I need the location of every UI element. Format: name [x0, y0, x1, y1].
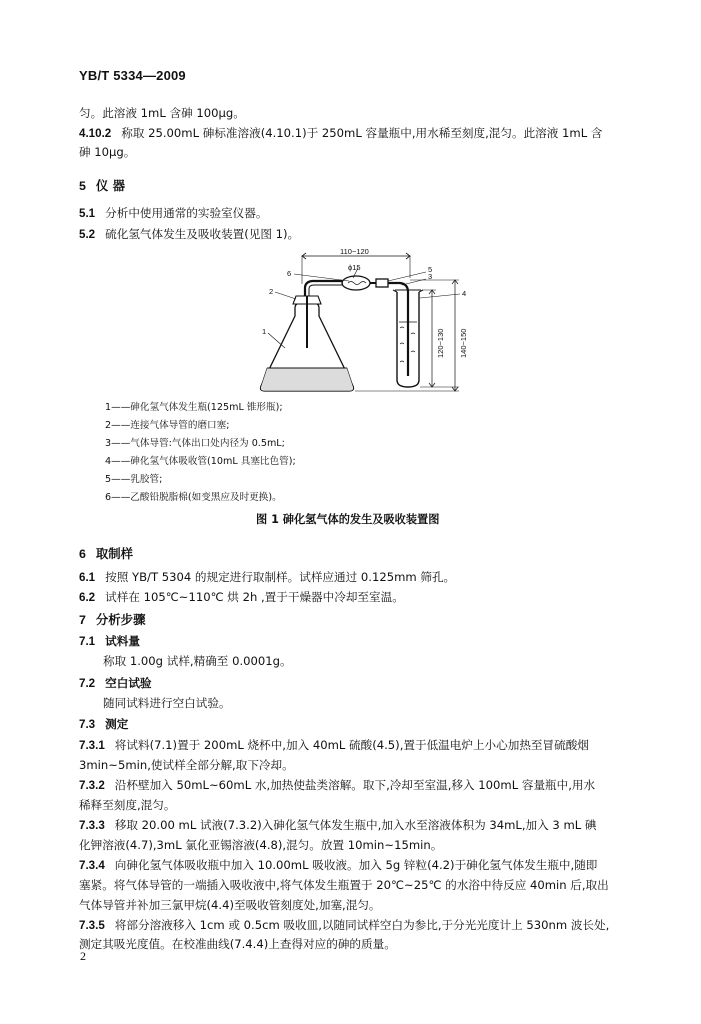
clause-text: 向砷化氢气体吸收瓶中加入 10.00mL 吸收液。加入 5g 锌粒(4.2)于砷化氢气体发生瓶中,随即: [114, 858, 598, 872]
callout-3: 3: [428, 272, 433, 281]
clause-number: 7.3.1: [79, 739, 105, 752]
clause-title: 测定: [105, 717, 129, 731]
clause-number: 6.2: [79, 591, 96, 604]
clause-number: 5.2: [79, 228, 96, 241]
clause-6-1: [79, 570, 455, 585]
section-number: 5: [79, 179, 86, 193]
clause-number: 7.3.5: [79, 919, 105, 932]
legend-item: 1——砷化氢气体发生瓶(125mL 锥形瓶);: [105, 402, 283, 413]
clause-title: 试料量: [105, 634, 140, 648]
dim-top-span: 110~120: [340, 248, 369, 256]
clause-4-10-2: [79, 126, 602, 141]
section-number: 6: [79, 547, 86, 561]
clause-number: 7.2: [79, 677, 96, 690]
clause-number: 7.1: [79, 635, 96, 648]
callout-4: 4: [462, 289, 467, 298]
rubber-tube: [376, 279, 388, 287]
clause-text: 称取 1.00g 试样,精确至 0.0001g。: [103, 654, 292, 668]
clause-7-3-heading: [79, 717, 128, 732]
page-number: 2: [80, 949, 86, 963]
section-5-heading: [79, 178, 125, 194]
clause-title: 空白试验: [105, 676, 152, 690]
clause-7-2-heading: [79, 676, 152, 691]
callout-5: 5: [428, 265, 433, 274]
section-title: 取制样: [95, 546, 134, 561]
section-number: 7: [79, 613, 86, 627]
clause-number: 4.10.2: [79, 127, 112, 140]
callout-6: 6: [287, 269, 292, 278]
clause-text: 称取 25.00mL 砷标准溶液(4.10.1)于 250mL 容量瓶中,用水稀至刻度,混匀。此溶液 1mL 含: [121, 126, 603, 140]
paragraph-line: 砷 10μg。: [79, 145, 136, 159]
flask-liquid: [261, 368, 354, 391]
figure-caption: 图 1 砷化氢气体的发生及吸收装置图: [256, 513, 440, 526]
clause-number: 7.3.2: [79, 779, 105, 792]
clause-number: 7.3.4: [79, 859, 105, 872]
section-title: 仪 器: [95, 178, 126, 193]
clause-7-3-1: [79, 738, 589, 753]
dim-h1: 120~130: [436, 328, 445, 358]
paragraph-line: 化钾溶液(4.7),3mL 氯化亚锡溶液(4.8),混匀。放置 10min~15min。: [79, 838, 443, 852]
paragraph-line: 3min~5min,使试样全部分解,取下冷却。: [79, 758, 294, 772]
clause-7-3-3: [79, 818, 597, 833]
clause-number: 7.3: [79, 718, 96, 731]
clause-text: 随同试料进行空白试验。: [103, 696, 231, 710]
legend-item: 5——乳胶管;: [105, 474, 163, 485]
callout-2: 2: [269, 287, 274, 296]
clause-number: 5.1: [79, 207, 96, 220]
paragraph-line: 匀。此溶液 1mL 含砷 100μg。: [79, 106, 245, 120]
clause-5-2: [79, 227, 299, 242]
clause-7-3-5: [79, 918, 609, 933]
clause-text: 试样在 105℃~110℃ 烘 2h ,置于干燥器中冷却至室温。: [105, 590, 404, 604]
standard-header: YB/T 5334—2009: [79, 68, 186, 83]
clause-text: 分析中使用通常的实验室仪器。: [105, 206, 268, 220]
paragraph-line: 塞紧。将气体导管的一端插入吸收液中,将气体发生瓶置于 20℃~25℃ 的水浴中待反应 40min 后,取出: [79, 878, 609, 892]
legend-item: 6——乙酸铅脱脂棉(如变黑应及时更换)。: [105, 492, 282, 503]
clause-number: 6.1: [79, 571, 96, 584]
section-title: 分析步骤: [95, 612, 146, 627]
clause-number: 7.3.3: [79, 819, 105, 832]
paragraph-line: 稀释至刻度,混匀。: [79, 798, 176, 812]
clause-text: 将试料(7.1)置于 200mL 烧杯中,加入 40mL 硫酸(4.5),置于低温电炉上小心加热至冒硫酸烟: [114, 738, 589, 752]
section-7-heading: [79, 612, 145, 628]
legend-item: 2——连接气体导管的磨口塞;: [105, 420, 230, 431]
section-6-heading: [79, 546, 133, 562]
dim-h2: 140~150: [459, 328, 468, 358]
apparatus-diagram: [250, 248, 470, 396]
callout-1: 1: [262, 327, 267, 336]
clause-text: 按照 YB/T 5304 的规定进行取制样。试样应通过 0.125mm 筛孔。: [105, 570, 456, 584]
clause-text: 沿杯壁加入 50mL~60mL 水,加热使盐类溶解。取下,冷却至室温,移入 100mL 容量瓶中,用水: [114, 778, 596, 792]
clause-6-2: [79, 590, 404, 605]
gas-tube: [305, 281, 342, 296]
clause-7-3-4: [79, 858, 597, 873]
dim-phi: ϕ15: [348, 263, 361, 272]
legend-item: 3——气体导管:气体出口处内径为 0.5mL;: [105, 438, 285, 449]
clause-text: 硫化氢气体发生及吸收装置(见图 1)。: [105, 227, 300, 241]
legend-item: 4——砷化氢气体吸收管(10mL 具塞比色管);: [105, 456, 296, 467]
clause-text: 将部分溶液移入 1cm 或 0.5cm 吸收皿,以随同试样空白为参比,于分光光度计上 530nm 波长处,: [114, 918, 610, 932]
paragraph-line: 气体导管并补加三氯甲烷(4.4)至吸收管刻度处,加塞,混匀。: [79, 898, 381, 912]
paragraph-line: 测定其吸光度值。在校准曲线(7.4.4)上查得对应的砷的质量。: [79, 937, 396, 951]
clause-5-1: [79, 206, 267, 221]
clause-7-3-2: [79, 778, 595, 793]
clause-text: 移取 20.00 mL 试液(7.3.2)入砷化氢气体发生瓶中,加入水至溶液体积为 34mL,加入 3 mL 碘: [114, 818, 597, 832]
clause-7-1-heading: [79, 634, 140, 649]
